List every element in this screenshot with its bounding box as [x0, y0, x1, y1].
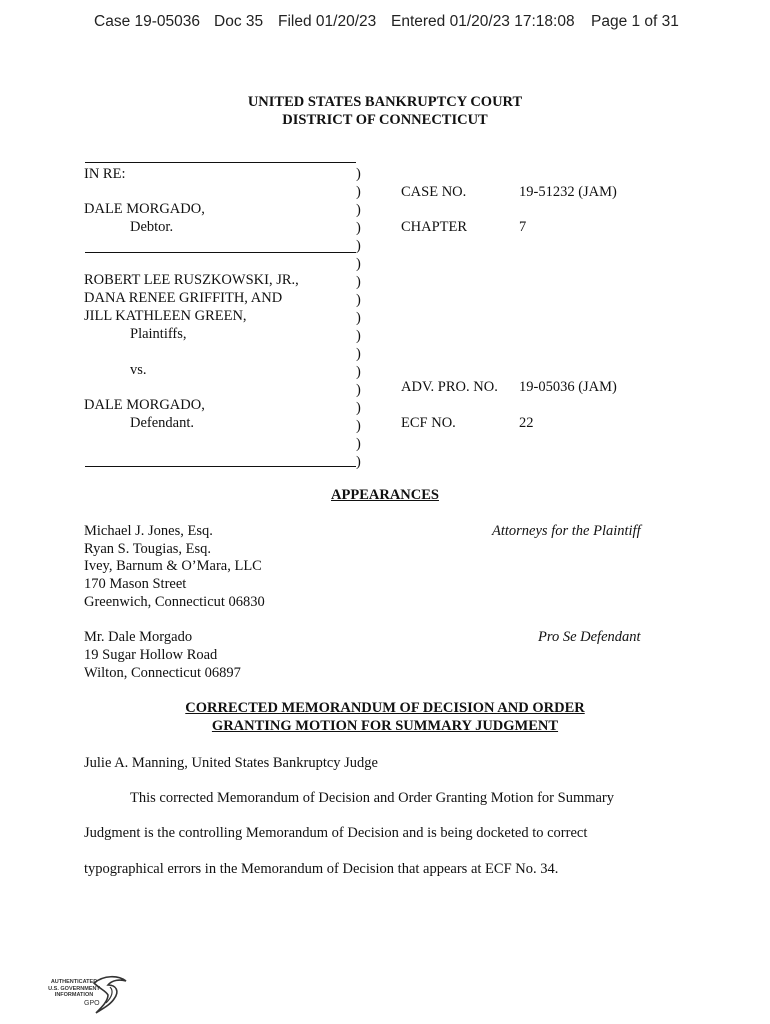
- logo-gpo-text: GPO: [84, 1000, 100, 1007]
- caption-paren: ): [356, 292, 361, 308]
- plaintiff-counsel-line: 170 Mason Street: [84, 576, 187, 592]
- caption-top-rule: [85, 162, 356, 163]
- plaintiff-counsel-line: Ryan S. Tougias, Esq.: [84, 541, 212, 557]
- caption-paren: ): [356, 238, 361, 254]
- header-page-number: Page 1 of 31: [591, 13, 679, 30]
- plaintiff-role: Plaintiffs,: [130, 326, 187, 342]
- plaintiff-counsel-role: Attorneys for the Plaintiff: [492, 523, 641, 539]
- judge-name: Julie A. Manning, United States Bankruptcy Judge: [84, 755, 378, 771]
- header-filed-date: Filed 01/20/23: [278, 13, 377, 30]
- versus-label: vs.: [130, 362, 147, 378]
- eagle-icon: [90, 973, 130, 1017]
- debtor-name: DALE MORGADO,: [84, 201, 205, 217]
- adv-pro-value: 19-05036 (JAM): [519, 379, 617, 395]
- caption-paren: ): [356, 346, 361, 362]
- caption-paren: ): [356, 382, 361, 398]
- adv-pro-label: ADV. PRO. NO.: [401, 379, 498, 395]
- plaintiff-counsel-line: Ivey, Barnum & O’Mara, LLC: [84, 558, 262, 574]
- body-text-line: Judgment is the controlling Memorandum of Decision and is being docketed to correct: [84, 825, 588, 841]
- caption-paren: ): [356, 328, 361, 344]
- header-doc-number: Doc 35: [214, 13, 264, 30]
- caption-paren: ): [356, 202, 361, 218]
- caption-paren: ): [356, 256, 361, 272]
- logo-text-line: AUTHENTICATED: [50, 979, 98, 985]
- defendant-address-line: 19 Sugar Hollow Road: [84, 647, 218, 663]
- header-case-number: Case 19-05036: [94, 13, 200, 30]
- caption-paren: ): [356, 454, 361, 470]
- caption-paren: ): [356, 274, 361, 290]
- debtor-role: Debtor.: [130, 219, 174, 235]
- logo-text-line: U.S. GOVERNMENT: [48, 985, 100, 992]
- body-text-line: typographical errors in the Memorandum of Decision that appears at ECF No. 34.: [84, 861, 559, 877]
- plaintiff-name-1: ROBERT LEE RUSZKOWSKI, JR.,: [84, 272, 299, 288]
- caption-paren: ): [356, 166, 361, 182]
- caption-paren: ): [356, 310, 361, 326]
- defendant-name: DALE MORGADO,: [84, 397, 205, 413]
- memorandum-title-line-1: CORRECTED MEMORANDUM OF DECISION AND ORDER: [185, 700, 585, 716]
- header-entered-date: Entered 01/20/23 17:18:08: [391, 13, 575, 30]
- caption-paren: ): [356, 184, 361, 200]
- caption-paren: ): [356, 364, 361, 380]
- plaintiff-name-3: JILL KATHLEEN GREEN,: [84, 308, 247, 324]
- caption-paren: ): [356, 436, 361, 452]
- logo-text-line: INFORMATION: [54, 992, 94, 998]
- defendant-role-label: Pro Se Defendant: [538, 629, 641, 645]
- caption-middle-rule: [85, 252, 356, 253]
- court-name: UNITED STATES BANKRUPTCY COURT: [247, 94, 523, 110]
- ecf-number-value: 22: [519, 415, 534, 431]
- chapter-value: 7: [519, 219, 527, 235]
- chapter-label: CHAPTER: [401, 219, 468, 235]
- case-number-label: CASE NO.: [401, 184, 467, 200]
- plaintiff-counsel-line: Greenwich, Connecticut 06830: [84, 594, 265, 610]
- appearances-heading: APPEARANCES: [331, 487, 439, 503]
- caption-bottom-rule: [85, 466, 356, 467]
- court-district: DISTRICT OF CONNECTICUT: [282, 112, 488, 128]
- ecf-number-label: ECF NO.: [401, 415, 456, 431]
- caption-paren: ): [356, 400, 361, 416]
- body-text-line: This corrected Memorandum of Decision and Order Granting Motion for Summary: [130, 790, 615, 806]
- memorandum-title-line-2: GRANTING MOTION FOR SUMMARY JUDGMENT: [211, 718, 559, 734]
- caption-paren: ): [356, 220, 361, 236]
- plaintiff-name-2: DANA RENEE GRIFFITH, AND: [84, 290, 283, 306]
- defendant-address-line: Mr. Dale Morgado: [84, 629, 193, 645]
- in-re-label: IN RE:: [84, 166, 126, 182]
- caption-paren: ): [356, 418, 361, 434]
- defendant-address-line: Wilton, Connecticut 06897: [84, 665, 241, 681]
- defendant-role: Defendant.: [130, 415, 195, 431]
- plaintiff-counsel-line: Michael J. Jones, Esq.: [84, 523, 213, 539]
- gpo-authentication-logo: [44, 973, 130, 1017]
- case-number-value: 19-51232 (JAM): [519, 184, 617, 200]
